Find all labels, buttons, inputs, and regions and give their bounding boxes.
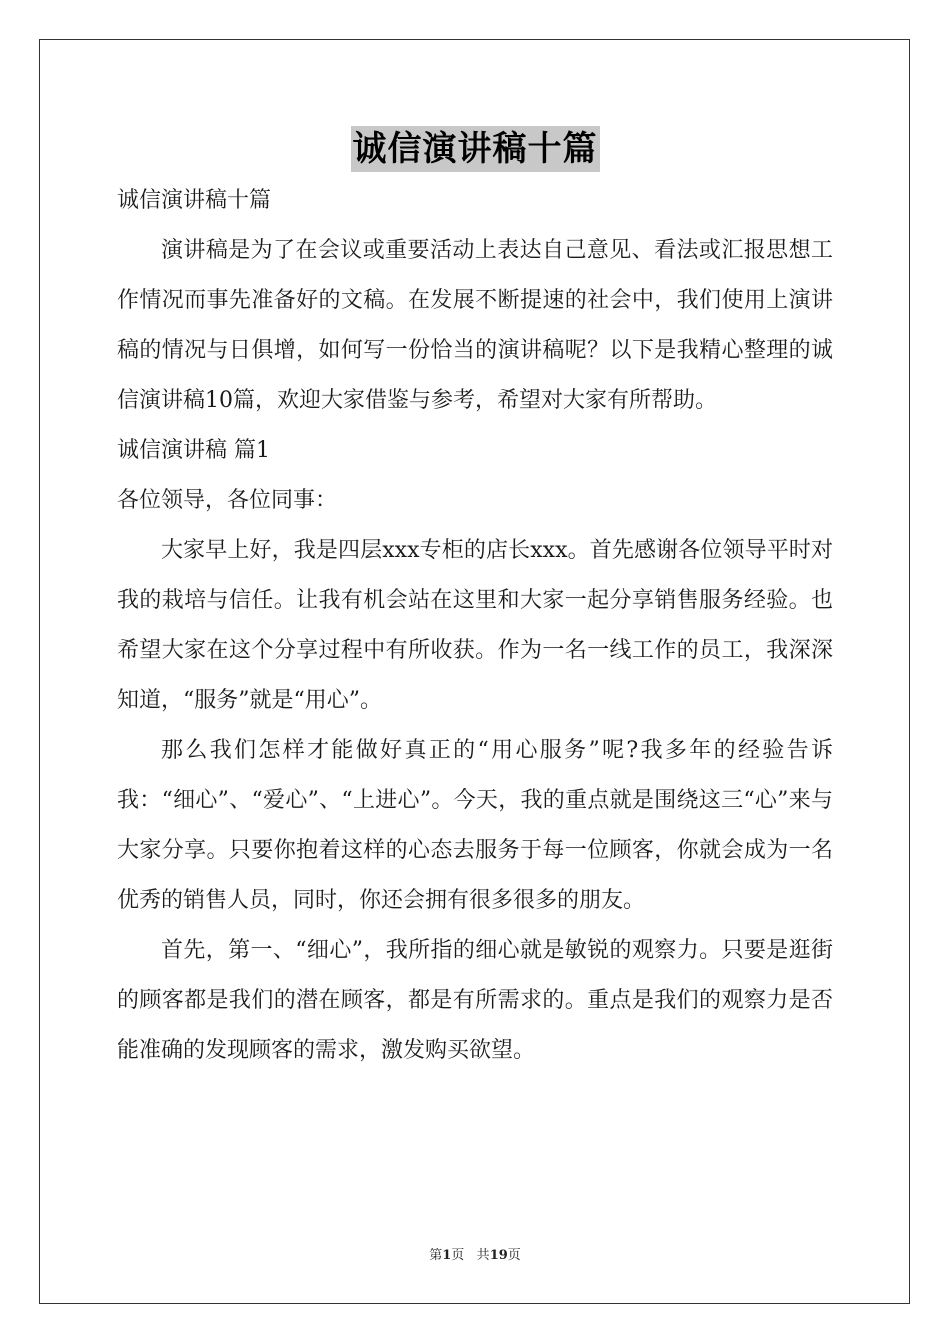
subtitle-paragraph: 诚信演讲稿十篇: [117, 188, 272, 213]
document-title: 诚信演讲稿十篇: [351, 126, 600, 172]
page-number: 1: [442, 1248, 452, 1263]
body-paragraph: 那么我们怎样才能做好真正的“用心服务”呢?我多年的经验告诉我：“细心”、“爱心”、“上进心”。今天，我的重点就是围绕这三“心”来与大家分享。只要你抱着这样的心态去服务于每一位顾客，你就会成为一名优秀的销售人员，同时，你还会拥有很多很多的朋友。: [117, 738, 833, 913]
body-paragraph: 首先，第一、“细心”，我所指的细心就是敏锐的观察力。只要是逛街的顾客都是我们的潜在顾客，都是有所需求的。重点是我们的观察力是否能准确的发现顾客的需求，激发购买欲望。: [117, 938, 833, 1063]
page-footer: [0, 1247, 950, 1265]
intro-paragraph: 演讲稿是为了在会议或重要活动上表达自己意见、看法或汇报思想工作情况而事先准备好的文稿。在发展不断提速的社会中，我们使用上演讲稿的情况与日俱增，如何写一份恰当的演讲稿呢？以下是我精心整理的诚信演讲稿10篇，欢迎大家借鉴与参考，希望对大家有所帮助。: [117, 238, 833, 413]
total-suffix: 页: [507, 1248, 521, 1263]
section-heading: 诚信演讲稿 篇1: [117, 438, 270, 463]
title-container: [0, 126, 950, 172]
document-body: [117, 176, 833, 1076]
page-prefix: 第: [429, 1248, 443, 1263]
total-prefix: 共: [476, 1248, 490, 1263]
page-suffix: 页: [451, 1248, 465, 1263]
total-pages: 19: [489, 1248, 508, 1263]
salutation-paragraph: 各位领导，各位同事：: [117, 488, 338, 513]
body-paragraph: 大家早上好，我是四层xxx专柜的店长xxx。首先感谢各位领导平时对我的栽培与信任。让我有机会站在这里和大家一起分享销售服务经验。也希望大家在这个分享过程中有所收获。作为一名一线工作的员工，我深深知道，“服务”就是“用心”。: [117, 538, 833, 713]
